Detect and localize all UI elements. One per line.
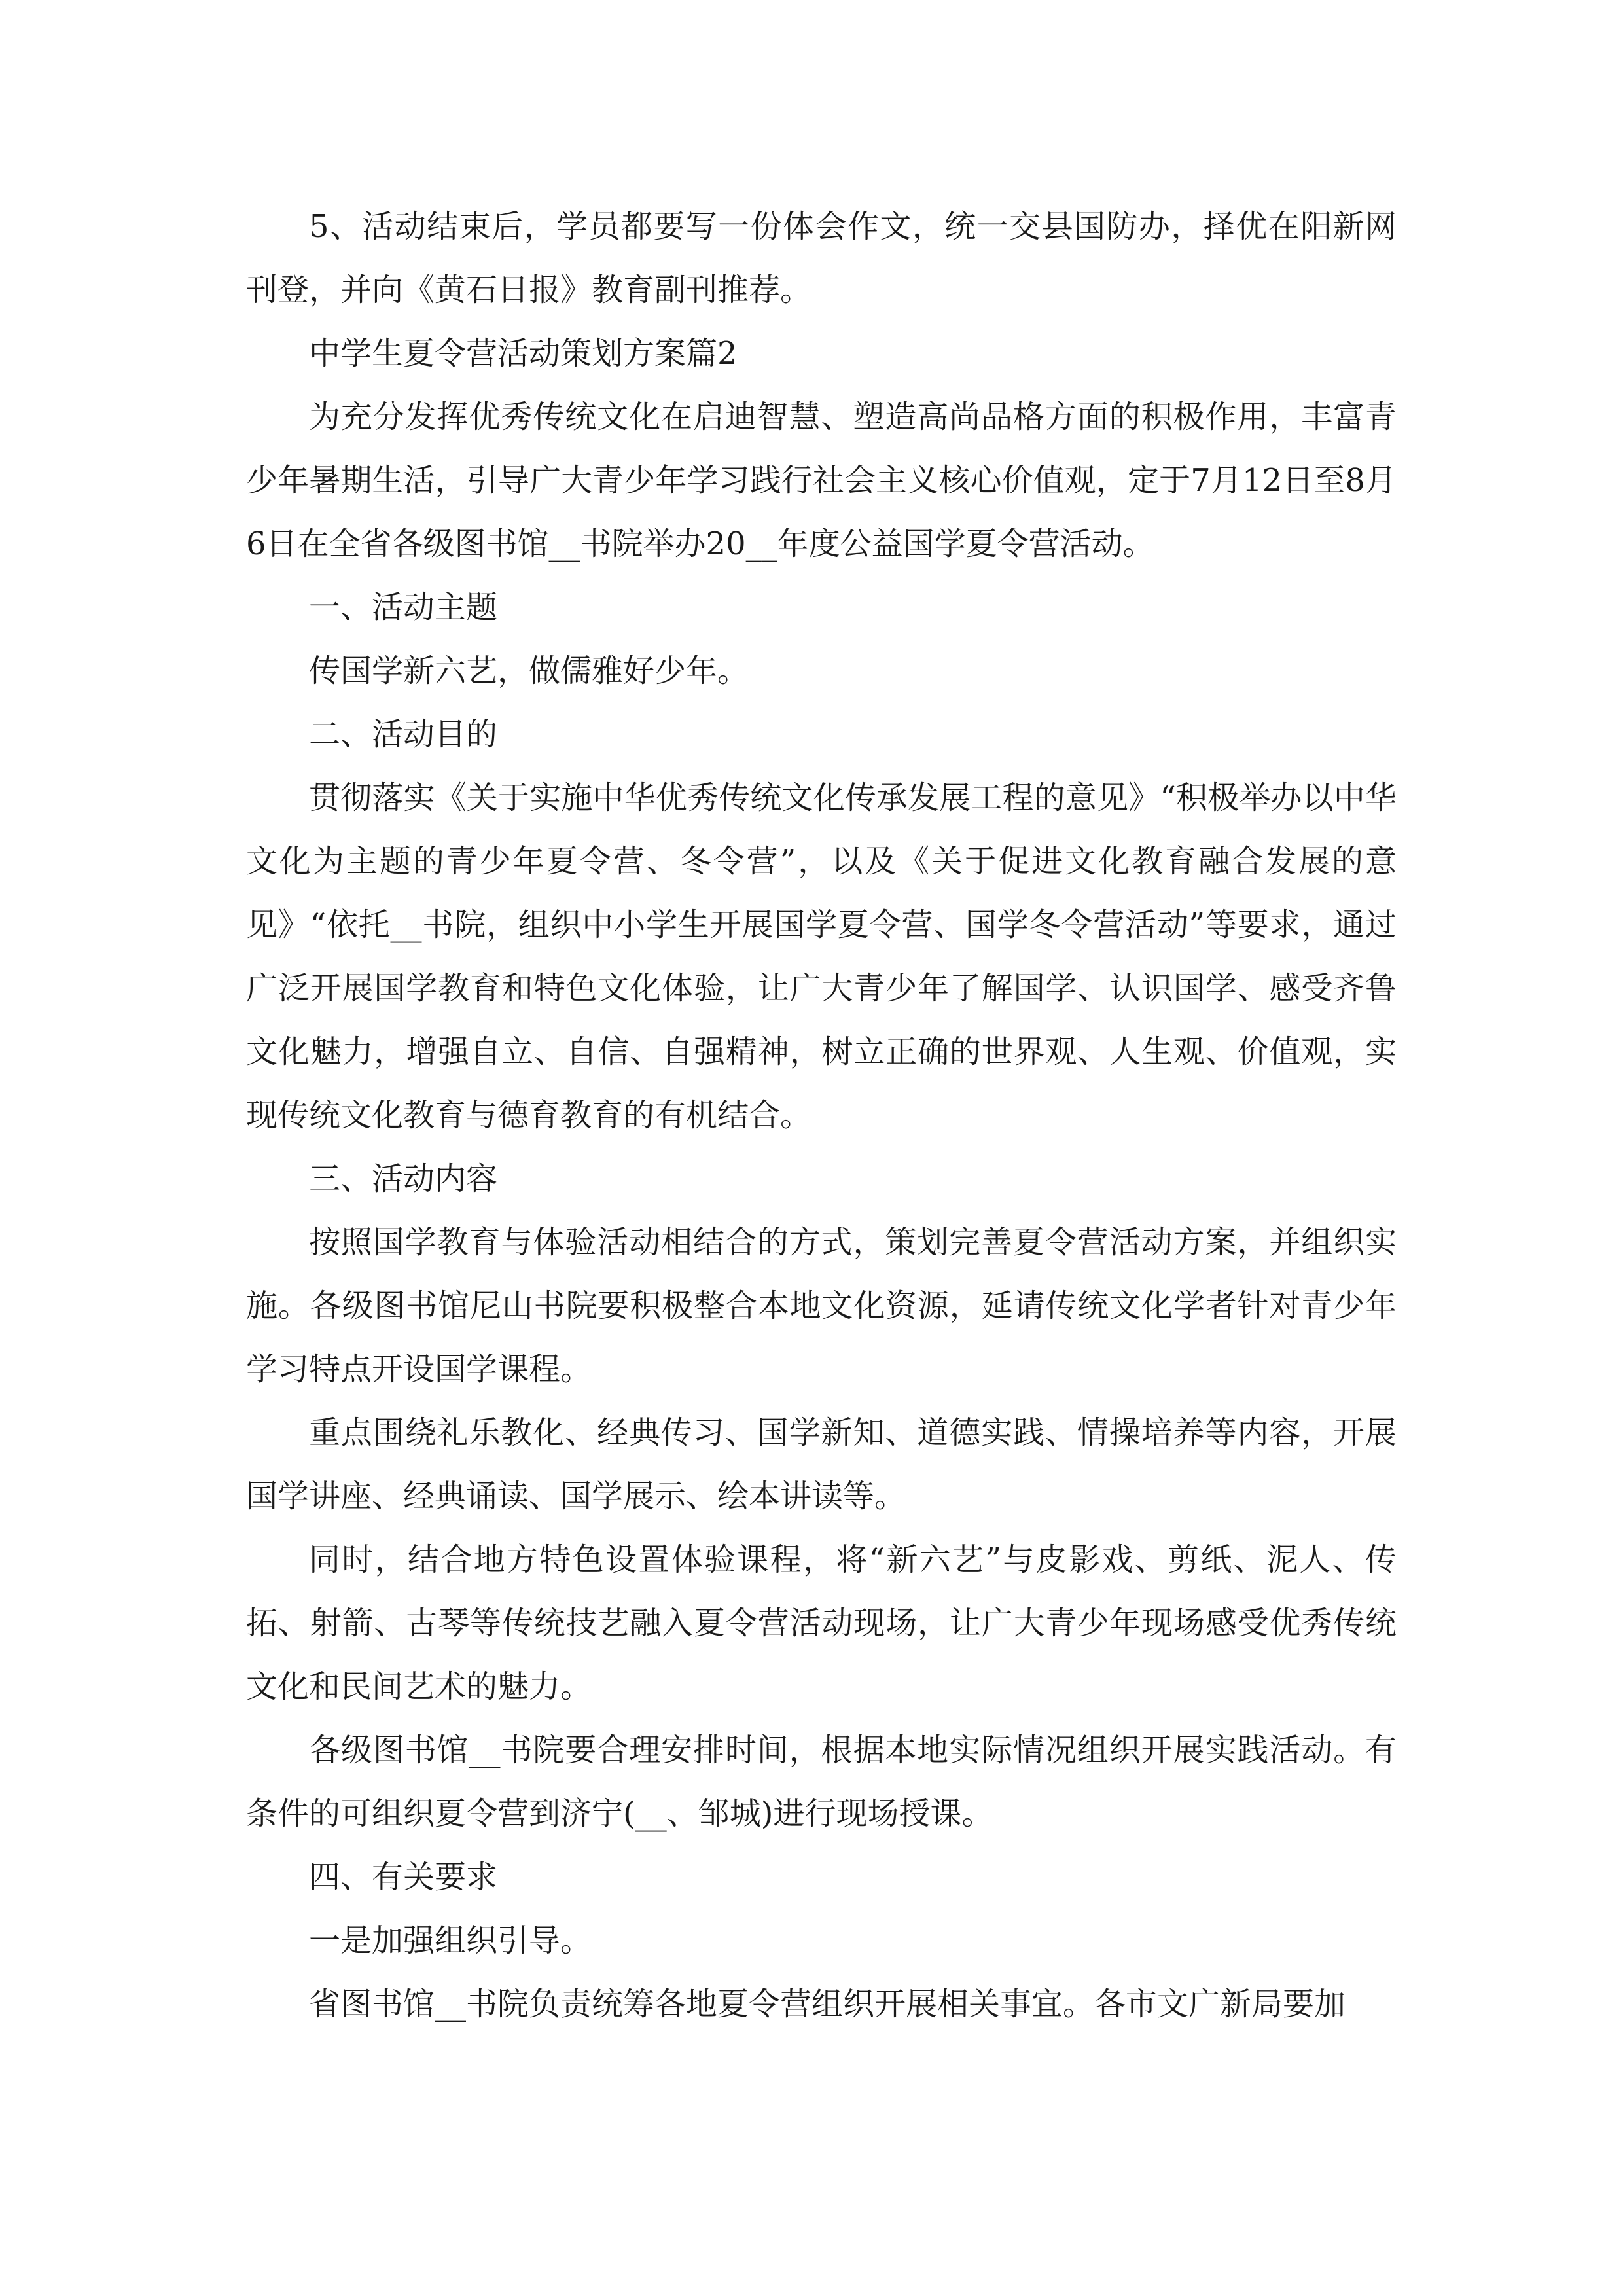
content-paragraph-4: 各级图书馆__书院要合理安排时间，根据本地实际情况组织开展实践活动。有条件的可组织夏令营到济宁(__、邹城)进行现场授课。 xyxy=(246,1732,1397,1832)
intro-paragraph: 为充分发挥优秀传统文化在启迪智慧、塑造高尚品格方面的积极作用，丰富青少年暑期生活，引导广大青少年学习践行社会主义核心价值观，定于7月12日至8月6日在全省各级图书馆__书院举办20__年度公益国学夏令营活动。 xyxy=(246,399,1397,562)
purpose-paragraph: 贯彻落实《关于实施中华优秀传统文化传承发展工程的意见》“积极举办以中华文化为主题的青少年夏令营、冬令营”，以及《关于促进文化教育融合发展的意见》“依托__书院，组织中小学生开展国学夏令营、国学冬令营活动”等要求，通过广泛开展国学教育和特色文化体验，让广大青少年了解国学、认识国学、感受齐鲁文化魅力，增强自立、自信、自强精神，树立正确的世界观、人生观、价值观，实现传统文化教育与德育教育的有机结合。 xyxy=(246,780,1397,1134)
requirement-1-heading: 一是加强组织引导。 xyxy=(309,1922,592,1959)
content-paragraph-3: 同时，结合地方特色设置体验课程，将“新六艺”与皮影戏、剪纸、泥人、传拓、射箭、古琴等传统技艺融入夏令营活动现场，让广大青少年现场感受优秀传统文化和民间艺术的魅力。 xyxy=(246,1541,1397,1705)
heading-theme: 一、活动主题 xyxy=(309,589,498,626)
content-paragraph-1: 按照国学教育与体验活动相结合的方式，策划完善夏令营活动方案，并组织实施。各级图书馆尼山书院要积极整合本地文化资源，延请传统文化学者针对青少年学习特点开设国学课程。 xyxy=(246,1224,1397,1388)
paragraph-item-5: 5、活动结束后，学员都要写一份体会作文，统一交县国防办，择优在阳新网刊登，并向《黄石日报》教育副刊推荐。 xyxy=(246,208,1397,308)
heading-content: 三、活动内容 xyxy=(309,1160,498,1197)
requirement-1-paragraph: 省图书馆__书院负责统筹各地夏令营组织开展相关事宜。各市文广新局要加 xyxy=(309,1986,1346,2022)
heading-requirements: 四、有关要求 xyxy=(309,1859,498,1895)
section-title: 中学生夏令营活动策划方案篇2 xyxy=(309,335,738,372)
content-paragraph-2: 重点围绕礼乐教化、经典传习、国学新知、道德实践、情操培养等内容，开展国学讲座、经典诵读、国学展示、绘本讲读等。 xyxy=(246,1414,1397,1515)
heading-purpose: 二、活动目的 xyxy=(309,716,498,753)
document-body xyxy=(246,195,1397,2036)
theme-paragraph: 传国学新六艺，做儒雅好少年。 xyxy=(309,653,749,689)
